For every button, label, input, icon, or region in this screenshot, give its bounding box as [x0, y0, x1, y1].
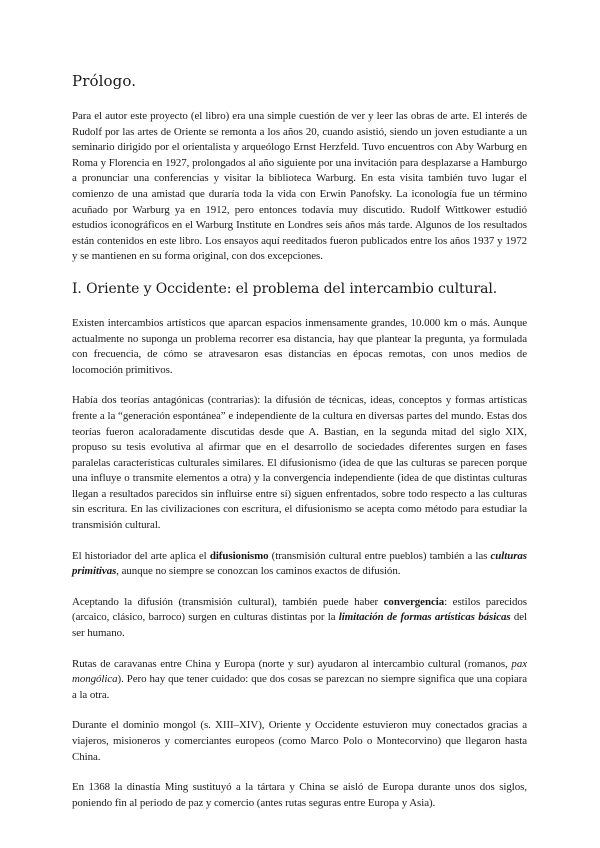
bold-italic-term [339, 611, 511, 623]
bold-term: difusionismo [209, 549, 269, 562]
text-run: , aunque no siempre se conozcan los caminos exactos de difusión. [116, 565, 401, 578]
document-page [72, 72, 527, 811]
text-run: ). Pero hay que tener cuidado: que dos cosas se parezcan no siempre significa que una copiara a la otra. [72, 673, 527, 701]
paragraph-rutas [72, 657, 527, 704]
paragraph-teorias: Había dos teorías antagónicas (contrarias): la difusión de técnicas, ideas, conceptos y formas artísticas frente a la “generación espontánea” e independiente de la cultura en diversas partes del mundo. Estas dos teorías fueron acaloradamente discutidas desde que A. Bastian, en la segunda mitad del siglo XIX, propuso su tesis evolutiva al afirmar que en el desarrollo de sociedades diferentes surgen en fases paralelas características culturales similares. El difusionismo (idea de que las culturas se parecen porque una influye o transmite elementos a otra) y la convergencia independiente (idea de que distintas culturas llegan a resultados parecidos sin influirse entre sí) siguen enfrentados, sobre todo respecto a las culturas sin escritura. En las civilizaciones con escritura, el difusionismo se acepta como método para estudiar la transmisión cultural. [72, 394, 527, 532]
text-run: del ser humano. [72, 611, 528, 640]
italic-term: pax mongólica [72, 657, 527, 686]
bold-italic-term-inner: culturas primitivas [72, 549, 527, 578]
paragraph-dominio-mongol: Durante el dominio mongol (s. XIII–XIV), Oriente y Occidente estuvieron muy conectados gracias a viajeros, misioneros y comerciantes europeos (como Marco Polo o Montecorvino) que llegaron hasta China. [72, 719, 527, 763]
bold-term: convergencia [383, 595, 445, 608]
paragraph-dinastia-ming: En 1368 la dinastía Ming sustituyó a la tártara y China se aisló de Europa durante unos dos siglos, poniendo fin al periodo de paz y comercio (antes rutas seguras entre Europa y Asia). [72, 781, 527, 809]
paragraph-convergencia [72, 595, 527, 642]
prologue-heading: Prólogo. [72, 72, 137, 90]
text-run: Aceptando la difusión (transmisión cultural), también puede haber [72, 595, 384, 608]
text-run: (transmisión cultural entre pueblos) también a las [268, 549, 491, 562]
text-run: Rutas de caravanas entre China y Europa (norte y sur) ayudaron al intercambio cultural (romanos, [72, 657, 512, 670]
text-run: El historiador del arte aplica el [72, 549, 210, 562]
section-heading: I. Oriente y Occidente: el problema del intercambio cultural. [72, 280, 498, 297]
bold-italic-term-inner: limitación de formas artísticas básicas [338, 611, 511, 624]
prologue-paragraph: Para el autor este proyecto (el libro) era una simple cuestión de ver y leer las obras de arte. El interés de Rudolf por las artes de Oriente se remonta a los años 20, cuando asistió, siendo un joven estudiante a un seminario dirigido por el orientalista y arqueólogo Ernst Herzfeld. Tuvo encuentros con Aby Warburg en Roma y Florencia en 1927, prolongados al año siguiente por una invitación para desplazarse a Hamburgo a pronunciar una conferencias y visitar la biblioteca Warburg. En esta visita también tuvo lugar el comienzo de una amistad que duraría toda la vida con Erwin Panofsky. La iconología fue un término acuñado por Warburg ya en 1912, pero entonces todavía muy discutido. Rudolf Wittkower estudió estudios iconográficos en el Warburg Institute en Londres seis años más tarde. Algunos de los resultados están contenidos en este libro. Los ensayos aquí reeditados fueron publicados entre los años 1937 y 1972 y se mantienen en su forma original, con dos excepciones. [72, 110, 527, 263]
text-run: : estilos parecidos (arcaico, clásico, barroco) surgen en culturas distintas por la [72, 595, 527, 624]
paragraph-difusionismo [72, 549, 527, 580]
paragraph-intercambios: Existen intercambios artísticos que aparcan espacios inmensamente grandes, 10.000 km o más. Aunque actualmente no suponga un problema recorrer esa distancia, hay que plantear la pregunta, ya formulada con frecuencia, de cómo se atravesaron esas distancias en épocas remotas, con unos medios de locomoción primitivos. [72, 316, 527, 376]
